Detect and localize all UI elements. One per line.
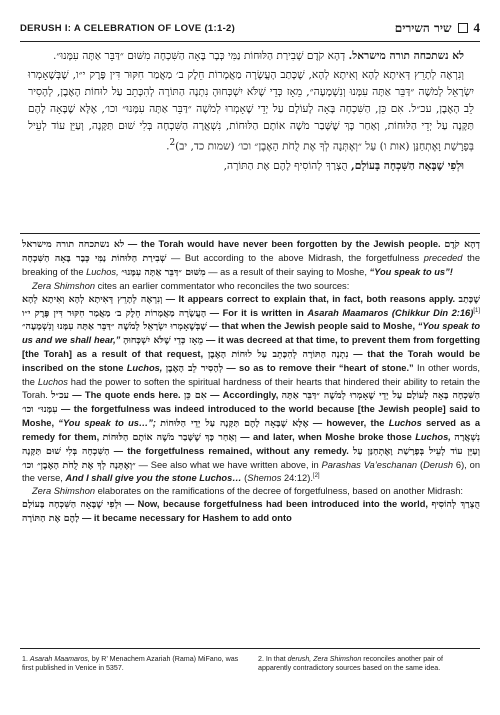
hebrew-paragraph-3 [28, 158, 474, 175]
hebrew-citation: שֶׁבְּשֶׁאָמְרוּ יִשְׂרָאֵל לְמֹשֶׁה ״דַּבֵּר אַתָּה עִמָּנוּ וְנִשְׁמָעָה״ [22, 321, 207, 333]
hebrew-citation: מִשּׁוּם ״דַּבֵּר אַתָּה עִמָּנוּ״ [121, 266, 206, 278]
english-commentary [22, 238, 480, 526]
hebrew-citation: דְהָא קֹדֶם שְׁבִירַת הַלּוּחוֹת נַמִּי כְּבָר בָּאָה הַשִּׁכְחָה [22, 239, 481, 264]
commentary-text: Luchos, [86, 266, 119, 277]
commentary-text: served as a remedy for them, [22, 417, 481, 442]
footnote-text: by R’ Menachem Azariah (Rama) MiFano, was first published in Venice in 5357. [22, 655, 239, 673]
hebrew-paragraph-1 [28, 48, 474, 65]
commentary-text: — the Torah would have never been forgotten by the Jewish people. [124, 239, 445, 249]
english-paragraph [22, 280, 480, 293]
commentary-text: Shemos [247, 473, 282, 484]
english-paragraph [22, 238, 480, 280]
commentary-text: — it was decreed at that time, to prevent them from forgetting [the Torah] as a result of that request, [22, 335, 481, 360]
header-book-title-group [395, 20, 480, 36]
footnote-text: 1. [22, 655, 30, 663]
footnote-text: 2. In that [258, 655, 288, 663]
commentary-text: Parashas Va’eschanan [321, 459, 418, 470]
hebrew-citation: אֶלָּא שֶׁבָּאָה לָהֶם תַּקָּנָה עַל יְדֵי הַלּוּחוֹת [160, 417, 309, 429]
section-divider [20, 233, 480, 234]
hebrew-paragraph-1-text: דְהָא קֹדֶם שְׁבִירַת הַלּוּחוֹת נַמִּי כְּבָר בָּאָה הַשִּׁכְחָה מִשּׁוּם ״דַּבֵּר אַתָּה עִמָּנוּ״. [53, 50, 349, 62]
commentary-text: “You speak to us…”; [58, 417, 156, 428]
footnote-marker: 2 [169, 138, 176, 148]
footnotes [22, 655, 478, 673]
header-section-title: DERUSH I: A CELEBRATION OF LOVE (1:1-2) [20, 22, 236, 34]
commentary-text: “You speak to us”! [369, 266, 453, 277]
commentary-text: Zera Shimshon [32, 280, 96, 291]
hebrew-paragraph-2: וְנִרְאֶה לְתָרֵץ דְּאִיתָא לְהָא וְאִיתָא לְהָא, שֶׁכָּתַב הָעֲשָׂרָה מַאֲמָרוֹת חֵלֶק ב׳ מַאֲמַר חִקּוּר דִּין פֶּרֶק י״ו, שֶׁבְּשֶׁאָמְרוּ יִשְׂרָאֵל לְמֹשֶׁה ״דַּבֵּר אַתָּה עִמָּנוּ וְנִשְׁמָעָה״, מֵאָז כְּדֵי שֶׁלֹּא יִשְׁכְּחוּהָ נִתְנָה הַתּוֹרָה לְהִכָּתֵב עַל לוּחוֹת הָאֶבֶן, לְהָסִיר לֵב הָאֶבֶן, עכ״ל. אִם כֵּן, הַשִּׁכְחָה בָּאָה לָעוֹלָם עַל יְדֵי שֶׁאָמְרוּ לְמֹשֶׁה ״דַּבֵּר אַתָּה עִמָּנוּ״ וכו׳, אֶלָּא שֶׁבָּאָה לָהֶם תַּקָּנָה עַל יְדֵי הַלּוּחוֹת, וְאַחַר כָּךְ שֶׁשָּׁבַר מֹשֶׁה אוֹתָם הַלּוּחוֹת, נִשְׁאֲרָה הַשִּׁכְחָה בְּלִי שׁוּם תַּקָּנָה, וְעַיֵּן עוֹד לְעֵיל בְּפָרָשַׁת וָאֶתְחַנַּן (אות ו) עַל ״וְאֶתְּנָה לְךָ אֶת לֻחֹת הָאֶבֶן״ וכו׳ (שמות כד, יב)$^2$. [28, 69, 474, 153]
commentary-text: Luchos [388, 417, 422, 428]
hebrew-citation: לְהָסִיר לֵב הָאֶבֶן [165, 363, 224, 375]
commentary-text: Asarah Maamaros (Chikkur Din 2:16) [307, 307, 474, 318]
commentary-text: And I shall give you the stone Luchos… [65, 473, 242, 484]
footnote-1 [22, 655, 242, 673]
header-book-title: שיר השירים [394, 20, 452, 35]
hebrew-citation: נִתְנָה הַתּוֹרָה לְהִכָּתֵב עַל לוּחוֹת הָאֶבֶן [207, 349, 349, 361]
hebrew-source-text [28, 48, 474, 177]
hebrew-citation: נִשְׁאֲרָה הַשִּׁכְחָה בְּלִי שׁוּם תַּקָּנָה [22, 431, 481, 457]
hebrew-lead-phrase-3: וּלְפִי שֶׁבָּאָה הַשִּׁכְחָה בָּעוֹלָם, [351, 159, 464, 172]
hebrew-citation: מֵאָז כְּדֵי שֶׁלֹּא יִשְׁכְּחוּהָ [123, 335, 204, 347]
commentary-text: — It appears correct to explain that, in fact, both reasons apply. [162, 293, 459, 304]
commentary-text: the breaking of the [22, 252, 481, 277]
commentary-text: Derush [423, 459, 454, 470]
footnote-text: Asarah Maamaros, [29, 655, 90, 663]
english-paragraph [22, 293, 480, 486]
commentary-text: — the forgetfulness remained, without any remedy. [109, 445, 354, 456]
commentary-text: preceded [423, 252, 463, 263]
commentary-text: — But according to the above Midrash, the forgetfulness [166, 252, 424, 263]
commentary-text: ( [241, 473, 248, 484]
commentary-text: In other words, the [22, 363, 480, 388]
commentary-text: Luchos, [126, 363, 163, 374]
hebrew-paragraph-3-text: הֻצְרַךְ לְהוֹסִיף לָהֶם אֶת הַתּוֹרָה, [223, 159, 352, 172]
commentary-text: — it became necessary for Hashem to add onto [79, 513, 292, 524]
hebrew-citation: וּלְפִי שֶׁבָּאָה הַשִּׁכְחָה בָּעוֹלָם [22, 499, 122, 511]
commentary-text: — the forgetfulness was indeed introduced to the world because [the Jewish people] said to Moshe, [22, 403, 481, 428]
commentary-text: had the power to soften the spiritual hardness of their hearts that hindered their ability to retain the Torah. [22, 377, 480, 400]
hebrew-citation: שֶׁכָּתַב הָעֲשָׂרָה מַאֲמָרוֹת חֵלֶק ב׳ מַאֲמַר חִקּוּר דִּין פֶּרֶק י״ו [22, 293, 481, 319]
footnote-marker: [2] [312, 473, 320, 480]
commentary-text: — as a result of their saying to Moshe, [205, 266, 370, 277]
hebrew-paragraph-2-text: וְנִרְאֶה לְתָרֵץ דְּאִיתָא לְהָא וְאִיתָא לְהָא, שֶׁכָּתַב הָעֲשָׂרָה מַאֲמָרוֹת חֵלֶק ב׳ מַאֲמַר חִקּוּר דִּין פֶּרֶק י״ו, שֶׁבְּשֶׁאָמְרוּ יִשְׂרָאֵל לְמֹשֶׁה ״דַּבֵּר אַתָּה עִמָּנוּ וְנִשְׁמָעָה״, מֵאָז כְּדֵי שֶׁלֹּא יִשְׁכְּחוּהָ נִתְנָה הַתּוֹרָה לְהִכָּתֵב עַל לוּחוֹת הָאֶבֶן, לְהָסִיר לֵב הָאֶבֶן, עכ״ל. אִם כֵּן, הַשִּׁכְחָה בָּאָה לָעוֹלָם עַל יְדֵי שֶׁאָמְרוּ לְמֹשֶׁה ״דַּבֵּר אַתָּה עִמָּנוּ״ וכו׳, אֶלָּא שֶׁבָּאָה לָהֶם תַּקָּנָה עַל יְדֵי הַלּוּחוֹת, וְאַחַר כָּךְ שֶׁשָּׁבַר מֹשֶׁה אוֹתָם הַלּוּחוֹת, נִשְׁאֲרָה הַשִּׁכְחָה בְּלִי שׁוּם תַּקָּנָה, וְעַיֵּן עוֹד לְעֵיל בְּפָרָשַׁת וָאֶתְחַנַּן (אות ו) עַל ״וְאֶתְּנָה לְךָ אֶת לֻחֹת הָאֶבֶן״ וכו׳ (שמות כד, יב) [28, 69, 474, 153]
commentary-text: — so as to remove their [223, 363, 339, 374]
hebrew-citation: וְנִרְאֶה לְתָרֵץ דְּאִיתָא לְהָא וְאִיתָא לְהָא [22, 293, 163, 305]
commentary-text: elaborates on the ramifications of the decree of forgetfulness, based on another Midrash: [95, 486, 464, 497]
commentary-text: — however, the [308, 417, 389, 428]
commentary-text: ( [417, 459, 424, 470]
commentary-text: cites an earlier commentator who reconciles the two sources: [95, 280, 350, 291]
hebrew-citation: עכ״ל [51, 389, 69, 401]
hebrew-lead-phrase-1: לא נשתכחה תורה מישראל. [348, 50, 464, 62]
commentary-text: Luchos [37, 377, 68, 388]
commentary-text: 6), on the verse, [22, 459, 480, 484]
footnote-divider [20, 648, 480, 649]
square-icon [458, 23, 468, 33]
page-number: 4 [473, 20, 480, 35]
english-paragraph [22, 498, 480, 526]
commentary-text: — Now, because forgetfulness had been introduced into the world, [121, 499, 432, 510]
hebrew-citation: וְאַחַר כָּךְ שֶׁשָּׁבַר מֹשֶׁה אוֹתָם הַלּוּחוֹת [102, 431, 237, 443]
commentary-text: “heart of stone.” [338, 363, 414, 374]
footnote-text: derush, Zera Shimshon [287, 655, 362, 663]
commentary-text: — Accordingly, [206, 389, 282, 400]
hebrew-citation: לא נשתכחה תורה מישראל [22, 239, 125, 250]
hebrew-citation: הֻצְרַךְ לְהוֹסִיף לָהֶם אֶת הַתּוֹרָה [22, 499, 480, 525]
commentary-text: “You speak to us and we shall hear,” [22, 321, 480, 346]
commentary-text: — For it is written in [206, 307, 308, 318]
commentary-text: — that the Torah would be inscribed on the stone [22, 349, 480, 374]
hebrew-citation: הַשִּׁכְחָה בָּאָה לָעוֹלָם עַל יְדֵי שֶׁאָמְרוּ לְמֹשֶׁה ״דַּבֵּר אַתָּה עִמָּנוּ״ וכו׳ [22, 389, 481, 415]
commentary-text: — The quote ends here. [69, 389, 184, 400]
hebrew-citation: וְעַיֵּן עוֹד לְעֵיל בְּפָרָשַׁת וָאֶתְחַנַּן עַל ״וְאֶתְּנָה לְךָ אֶת לֻחֹת הָאֶבֶן״ וכו׳ [22, 445, 480, 471]
commentary-text: — and later, when Moshe broke those [236, 431, 416, 442]
commentary-text: Zera Shimshon [32, 486, 96, 497]
footnote-marker: [1] [473, 307, 480, 314]
hebrew-citation: אִם כֵּן [183, 389, 207, 401]
commentary-text: Luchos, [415, 431, 451, 442]
running-header [20, 18, 480, 42]
commentary-text: 24:12). [281, 473, 313, 484]
english-paragraph [22, 485, 480, 498]
footnote-2 [258, 655, 478, 673]
footnote-text: reconciles another pair of apparently contradictory sources based on the same idea. [258, 655, 443, 673]
commentary-text: — that when the Jewish people said to Moshe, [206, 321, 418, 332]
commentary-text: — See also what we have written above, in [135, 459, 322, 470]
